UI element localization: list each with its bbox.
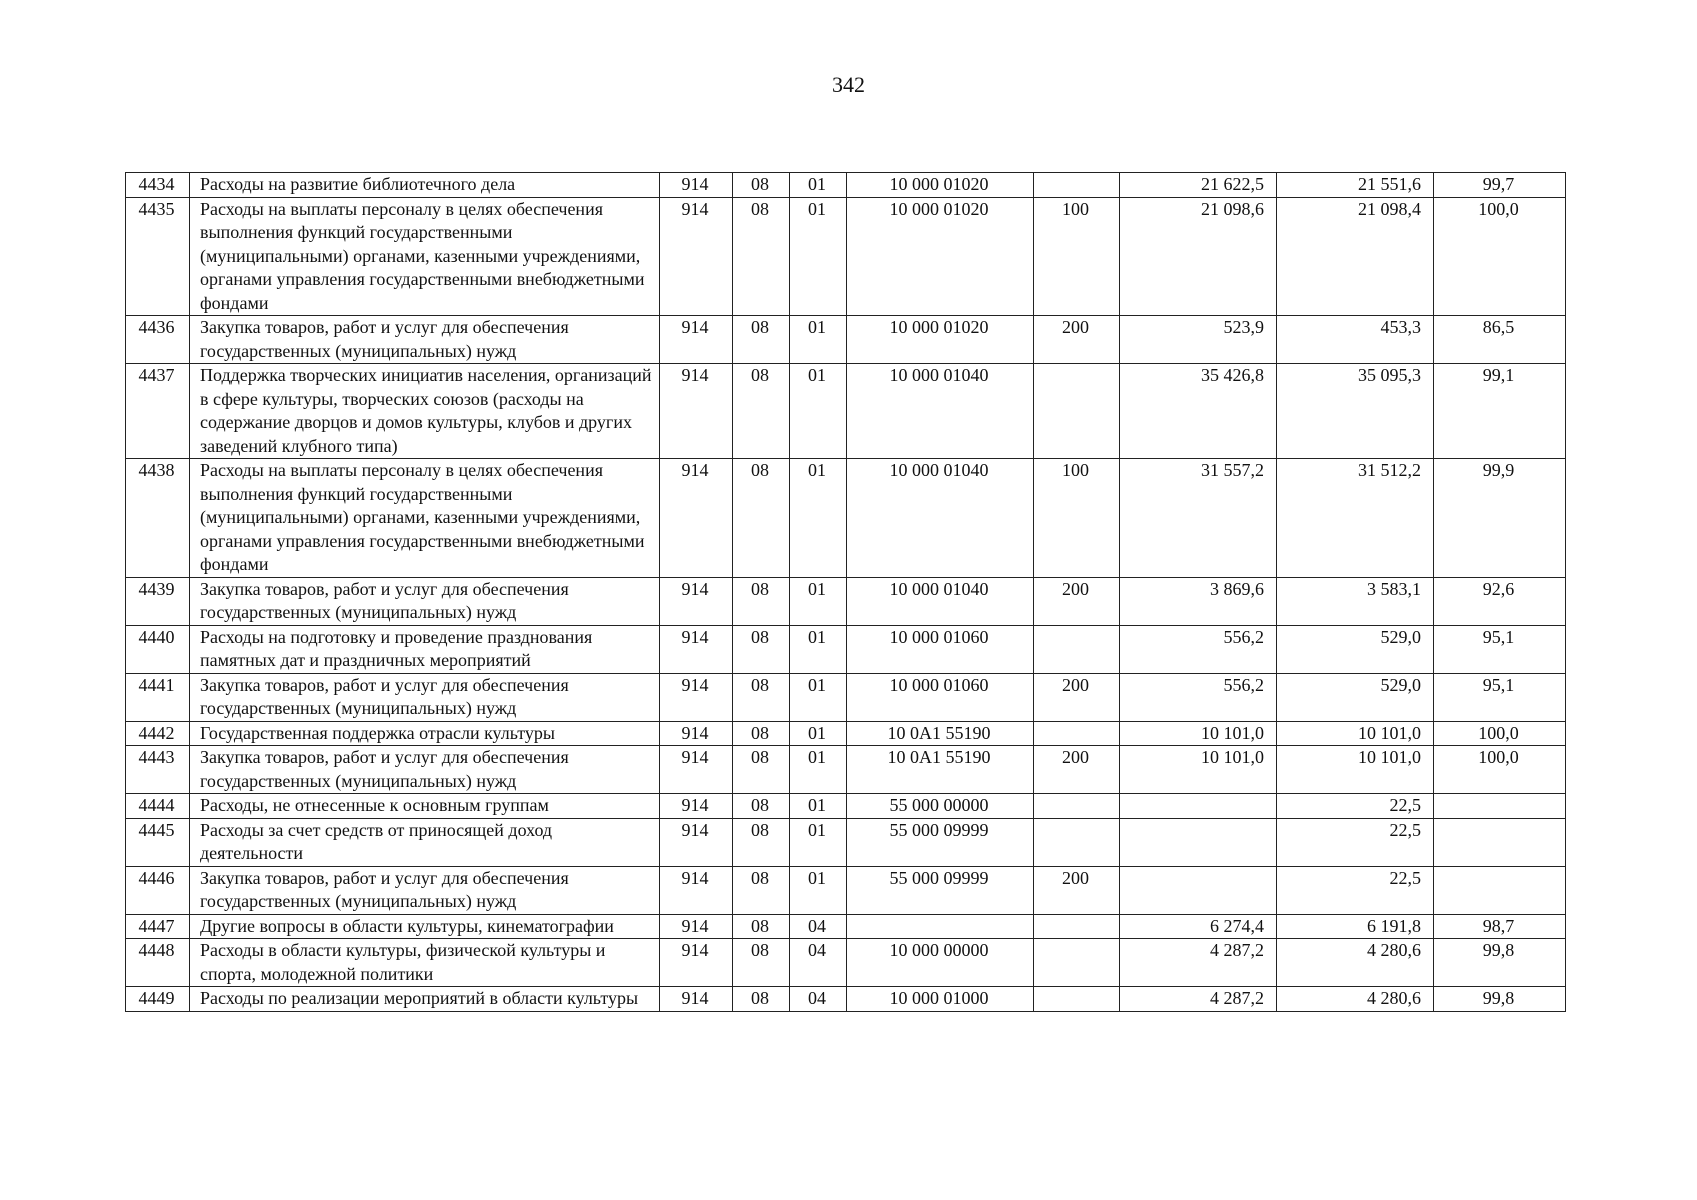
table-row (126, 721, 1566, 746)
row-expense-type: 200 (1034, 577, 1120, 625)
row-subsection-code: 01 (790, 459, 847, 578)
row-expense-type: 200 (1034, 673, 1120, 721)
row-planned-amount: 10 101,0 (1120, 721, 1277, 746)
row-name: Расходы в области культуры, физической культуры и спорта, молодежной политики (190, 939, 660, 987)
row-percent: 100,0 (1434, 197, 1566, 316)
row-actual-amount: 31 512,2 (1277, 459, 1434, 578)
row-subsection-code: 01 (790, 794, 847, 819)
row-target-article: 10 000 01040 (847, 459, 1034, 578)
row-expense-type (1034, 721, 1120, 746)
row-number: 4449 (126, 987, 190, 1012)
row-number: 4442 (126, 721, 190, 746)
row-expense-type: 200 (1034, 316, 1120, 364)
row-planned-amount: 556,2 (1120, 673, 1277, 721)
row-actual-amount: 6 191,8 (1277, 914, 1434, 939)
row-name: Закупка товаров, работ и услуг для обеспечения государственных (муниципальных) нужд (190, 316, 660, 364)
row-target-article: 10 000 01040 (847, 577, 1034, 625)
row-expense-type (1034, 625, 1120, 673)
row-name: Расходы за счет средств от приносящей доход деятельности (190, 818, 660, 866)
row-grbs-code: 914 (660, 364, 733, 459)
row-grbs-code: 914 (660, 316, 733, 364)
row-target-article: 55 000 00000 (847, 794, 1034, 819)
row-expense-type (1034, 987, 1120, 1012)
row-grbs-code: 914 (660, 197, 733, 316)
row-name: Другие вопросы в области культуры, кинематографии (190, 914, 660, 939)
table-row (126, 746, 1566, 794)
row-name: Государственная поддержка отрасли культуры (190, 721, 660, 746)
row-grbs-code: 914 (660, 914, 733, 939)
row-section-code: 08 (733, 459, 790, 578)
row-section-code: 08 (733, 721, 790, 746)
row-percent: 100,0 (1434, 746, 1566, 794)
table-row (126, 197, 1566, 316)
row-planned-amount: 21 098,6 (1120, 197, 1277, 316)
row-expense-type: 200 (1034, 746, 1120, 794)
table-row (126, 364, 1566, 459)
row-expense-type (1034, 939, 1120, 987)
row-percent: 86,5 (1434, 316, 1566, 364)
row-number: 4444 (126, 794, 190, 819)
table-row (126, 818, 1566, 866)
row-actual-amount: 22,5 (1277, 794, 1434, 819)
row-subsection-code: 01 (790, 866, 847, 914)
row-target-article: 55 000 09999 (847, 866, 1034, 914)
table-row (126, 866, 1566, 914)
row-grbs-code: 914 (660, 625, 733, 673)
row-section-code: 08 (733, 173, 790, 198)
table-row (126, 939, 1566, 987)
row-grbs-code: 914 (660, 459, 733, 578)
row-subsection-code: 01 (790, 197, 847, 316)
row-grbs-code: 914 (660, 577, 733, 625)
row-planned-amount: 523,9 (1120, 316, 1277, 364)
table-row (126, 459, 1566, 578)
row-target-article: 10 0A1 55190 (847, 721, 1034, 746)
table-row (126, 673, 1566, 721)
row-grbs-code: 914 (660, 987, 733, 1012)
row-actual-amount: 22,5 (1277, 818, 1434, 866)
row-percent: 99,8 (1434, 987, 1566, 1012)
table-row (126, 316, 1566, 364)
row-name: Закупка товаров, работ и услуг для обеспечения государственных (муниципальных) нужд (190, 577, 660, 625)
row-number: 4439 (126, 577, 190, 625)
row-section-code: 08 (733, 746, 790, 794)
row-planned-amount: 21 622,5 (1120, 173, 1277, 198)
row-percent: 99,1 (1434, 364, 1566, 459)
budget-table (125, 172, 1566, 1012)
row-number: 4440 (126, 625, 190, 673)
table-row (126, 577, 1566, 625)
row-planned-amount: 10 101,0 (1120, 746, 1277, 794)
row-grbs-code: 914 (660, 939, 733, 987)
row-number: 4438 (126, 459, 190, 578)
row-actual-amount: 529,0 (1277, 673, 1434, 721)
row-expense-type: 100 (1034, 459, 1120, 578)
row-planned-amount: 4 287,2 (1120, 987, 1277, 1012)
row-number: 4437 (126, 364, 190, 459)
row-number: 4447 (126, 914, 190, 939)
row-planned-amount: 6 274,4 (1120, 914, 1277, 939)
row-number: 4435 (126, 197, 190, 316)
row-actual-amount: 10 101,0 (1277, 746, 1434, 794)
row-name: Закупка товаров, работ и услуг для обеспечения государственных (муниципальных) нужд (190, 866, 660, 914)
row-planned-amount (1120, 866, 1277, 914)
row-planned-amount (1120, 794, 1277, 819)
row-target-article: 55 000 09999 (847, 818, 1034, 866)
row-planned-amount: 31 557,2 (1120, 459, 1277, 578)
row-target-article: 10 0A1 55190 (847, 746, 1034, 794)
row-section-code: 08 (733, 364, 790, 459)
row-number: 4443 (126, 746, 190, 794)
row-grbs-code: 914 (660, 673, 733, 721)
row-percent (1434, 794, 1566, 819)
row-name: Расходы на развитие библиотечного дела (190, 173, 660, 198)
row-section-code: 08 (733, 794, 790, 819)
row-subsection-code: 01 (790, 577, 847, 625)
row-grbs-code: 914 (660, 173, 733, 198)
row-target-article: 10 000 01020 (847, 316, 1034, 364)
row-subsection-code: 04 (790, 939, 847, 987)
row-target-article: 10 000 01000 (847, 987, 1034, 1012)
row-target-article (847, 914, 1034, 939)
row-expense-type (1034, 818, 1120, 866)
row-target-article: 10 000 01020 (847, 197, 1034, 316)
row-planned-amount: 556,2 (1120, 625, 1277, 673)
row-section-code: 08 (733, 939, 790, 987)
row-actual-amount: 21 551,6 (1277, 173, 1434, 198)
row-section-code: 08 (733, 577, 790, 625)
row-name: Закупка товаров, работ и услуг для обеспечения государственных (муниципальных) нужд (190, 746, 660, 794)
row-section-code: 08 (733, 866, 790, 914)
row-percent: 95,1 (1434, 625, 1566, 673)
row-actual-amount: 21 098,4 (1277, 197, 1434, 316)
row-actual-amount: 35 095,3 (1277, 364, 1434, 459)
row-number: 4446 (126, 866, 190, 914)
table-row (126, 794, 1566, 819)
row-name: Расходы на выплаты персоналу в целях обеспечения выполнения функций государственными (муниципальными) органами, казенными учреждениями, органами управления государственными внебюджетными фондами (190, 459, 660, 578)
row-percent: 92,6 (1434, 577, 1566, 625)
row-percent (1434, 866, 1566, 914)
row-number: 4441 (126, 673, 190, 721)
row-subsection-code: 01 (790, 173, 847, 198)
row-planned-amount: 4 287,2 (1120, 939, 1277, 987)
row-planned-amount: 3 869,6 (1120, 577, 1277, 625)
row-percent: 99,9 (1434, 459, 1566, 578)
row-percent: 99,8 (1434, 939, 1566, 987)
row-name: Закупка товаров, работ и услуг для обеспечения государственных (муниципальных) нужд (190, 673, 660, 721)
row-subsection-code: 04 (790, 987, 847, 1012)
row-target-article: 10 000 00000 (847, 939, 1034, 987)
row-actual-amount: 10 101,0 (1277, 721, 1434, 746)
row-percent: 98,7 (1434, 914, 1566, 939)
row-grbs-code: 914 (660, 818, 733, 866)
row-target-article: 10 000 01020 (847, 173, 1034, 198)
row-subsection-code: 01 (790, 316, 847, 364)
row-subsection-code: 01 (790, 625, 847, 673)
row-target-article: 10 000 01060 (847, 625, 1034, 673)
row-subsection-code: 01 (790, 746, 847, 794)
row-planned-amount (1120, 818, 1277, 866)
row-planned-amount: 35 426,8 (1120, 364, 1277, 459)
row-expense-type: 100 (1034, 197, 1120, 316)
row-section-code: 08 (733, 673, 790, 721)
row-expense-type (1034, 173, 1120, 198)
table-row (126, 173, 1566, 198)
row-number: 4448 (126, 939, 190, 987)
table-row (126, 625, 1566, 673)
page-number: 342 (832, 72, 865, 97)
row-name: Расходы на выплаты персоналу в целях обеспечения выполнения функций государственными (муниципальными) органами, казенными учреждениями, органами управления государственными внебюджетными фондами (190, 197, 660, 316)
row-target-article: 10 000 01040 (847, 364, 1034, 459)
row-expense-type (1034, 364, 1120, 459)
table-row (126, 987, 1566, 1012)
row-section-code: 08 (733, 625, 790, 673)
row-actual-amount: 4 280,6 (1277, 939, 1434, 987)
row-actual-amount: 3 583,1 (1277, 577, 1434, 625)
row-expense-type (1034, 794, 1120, 819)
table-row (126, 914, 1566, 939)
row-target-article: 10 000 01060 (847, 673, 1034, 721)
row-section-code: 08 (733, 987, 790, 1012)
row-section-code: 08 (733, 818, 790, 866)
row-percent: 95,1 (1434, 673, 1566, 721)
row-name: Расходы, не отнесенные к основным группам (190, 794, 660, 819)
row-subsection-code: 01 (790, 673, 847, 721)
row-percent (1434, 818, 1566, 866)
row-subsection-code: 04 (790, 914, 847, 939)
row-actual-amount: 529,0 (1277, 625, 1434, 673)
row-actual-amount: 453,3 (1277, 316, 1434, 364)
table-body (126, 173, 1566, 1012)
row-number: 4445 (126, 818, 190, 866)
row-name: Расходы на подготовку и проведение празднования памятных дат и праздничных мероприятий (190, 625, 660, 673)
row-percent: 99,7 (1434, 173, 1566, 198)
row-actual-amount: 22,5 (1277, 866, 1434, 914)
row-grbs-code: 914 (660, 721, 733, 746)
row-grbs-code: 914 (660, 794, 733, 819)
row-section-code: 08 (733, 914, 790, 939)
row-actual-amount: 4 280,6 (1277, 987, 1434, 1012)
row-expense-type (1034, 914, 1120, 939)
row-name: Расходы по реализации мероприятий в области культуры (190, 987, 660, 1012)
row-percent: 100,0 (1434, 721, 1566, 746)
row-subsection-code: 01 (790, 364, 847, 459)
row-subsection-code: 01 (790, 818, 847, 866)
row-name: Поддержка творческих инициатив населения, организаций в сфере культуры, творческих союзов (расходы на содержание дворцов и домов культуры, клубов и других заведений клубного типа) (190, 364, 660, 459)
row-subsection-code: 01 (790, 721, 847, 746)
row-section-code: 08 (733, 197, 790, 316)
row-grbs-code: 914 (660, 746, 733, 794)
row-grbs-code: 914 (660, 866, 733, 914)
row-number: 4436 (126, 316, 190, 364)
row-number: 4434 (126, 173, 190, 198)
row-section-code: 08 (733, 316, 790, 364)
row-expense-type: 200 (1034, 866, 1120, 914)
